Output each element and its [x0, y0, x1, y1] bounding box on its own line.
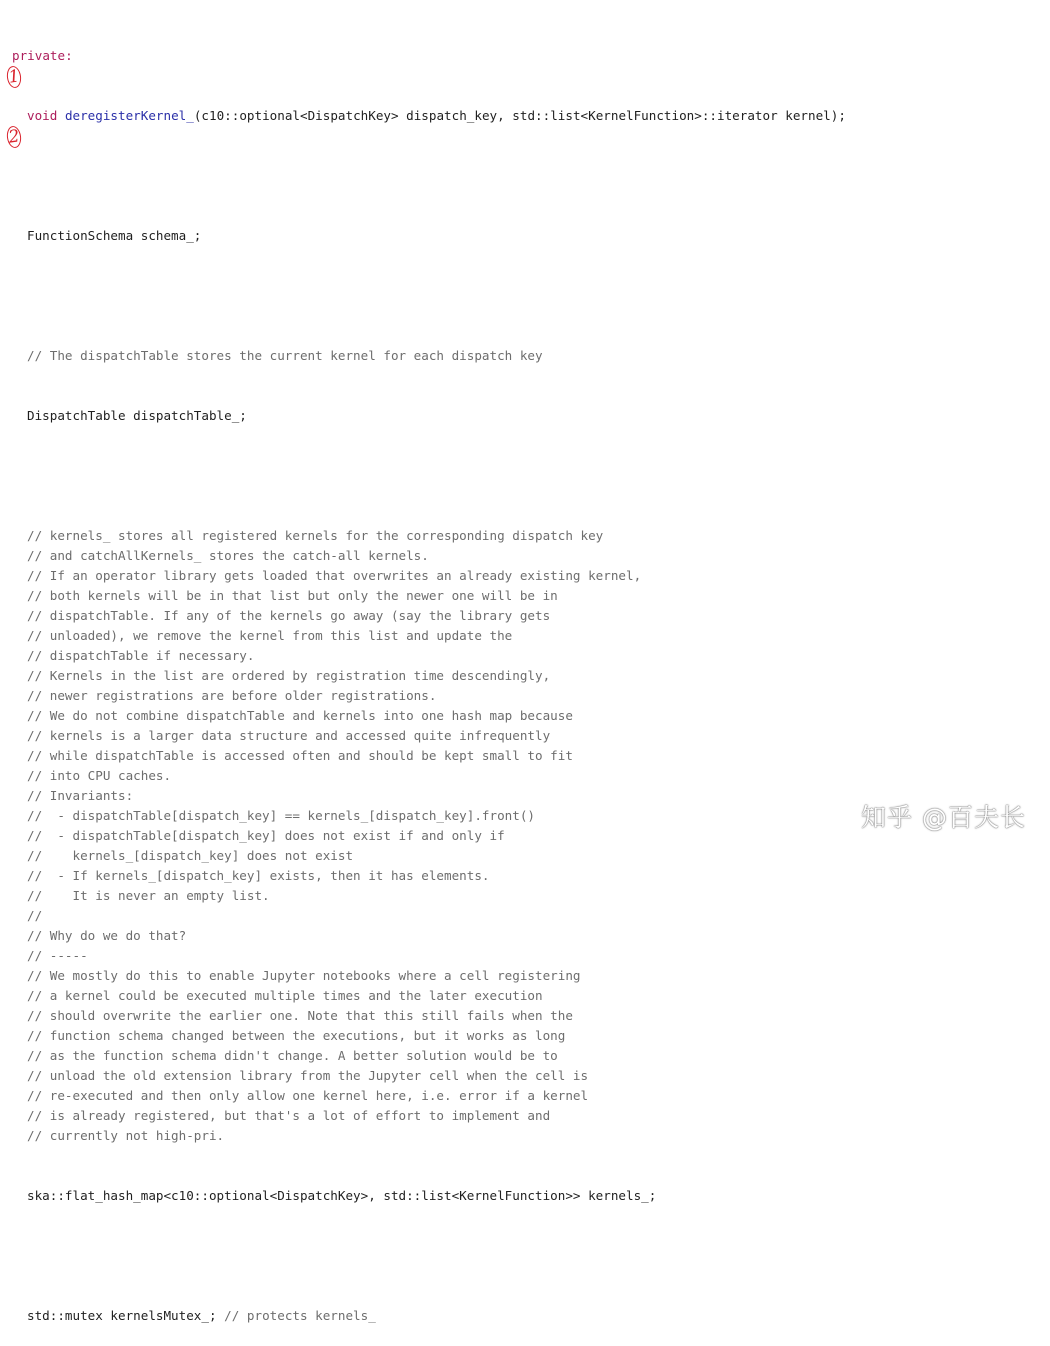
comment-line: // and catchAllKernels_ stores the catch-all kernels. [27, 548, 429, 563]
deregister-kernel-name: deregisterKernel_ [64, 108, 194, 123]
dispatch-table-member: DispatchTable dispatchTable_; [27, 408, 247, 423]
comment-line: // unloaded), we remove the kernel from this list and update the [27, 628, 513, 643]
mutex-comment: // protects kernels_ [224, 1308, 376, 1323]
comment-line: // We mostly do this to enable Jupyter notebooks where a cell registering [27, 968, 581, 983]
comment-line: // dispatchTable if necessary. [27, 648, 255, 663]
comment-line: // while dispatchTable is accessed often and should be kept small to fit [27, 748, 573, 763]
void-keyword: void [27, 108, 58, 123]
comment-line: // newer registrations are before older registrations. [27, 688, 437, 703]
comment-line: // kernels_[dispatch_key] does not exist [27, 848, 354, 863]
annotation-mark-1: 1 [7, 66, 21, 88]
comment-line: // as the function schema didn't change. A better solution would be to [27, 1048, 558, 1063]
schema-member: FunctionSchema schema_; [27, 228, 202, 243]
comment-line: // dispatchTable. If any of the kernels go away (say the library gets [27, 608, 551, 623]
comment-line: // unload the old extension library from the Jupyter cell when the cell is [27, 1068, 589, 1083]
comment-line: // - dispatchTable[dispatch_key] does not exist if and only if [27, 828, 505, 843]
comment-line: // - If kernels_[dispatch_key] exists, then it has elements. [27, 868, 490, 883]
comment-line: // [27, 908, 43, 923]
comment-line: // Kernels in the list are ordered by registration time descendingly, [27, 668, 551, 683]
comment-line: // re-executed and then only allow one kernel here, i.e. error if a kernel [27, 1088, 589, 1103]
annotation-mark-2: 2 [7, 126, 21, 148]
dispatch-table-comment: // The dispatchTable stores the current kernel for each dispatch key [27, 348, 543, 363]
mutex-member: std::mutex kernelsMutex_; // protects kernels_ [27, 1308, 376, 1323]
deregister-kernel-decl [12, 106, 846, 126]
deregister-kernel-params: (c10::optional<DispatchKey> dispatch_key, std::list<KernelFunction>::iterator kernel); [193, 108, 846, 123]
comment-line: // If an operator library gets loaded that overwrites an already existing kernel, [27, 568, 642, 583]
kernels-comment-block [12, 526, 846, 1146]
comment-line: // is already registered, but that's a lot of effort to implement and [27, 1108, 551, 1123]
comment-line: // - dispatchTable[dispatch_key] == kernels_[dispatch_key].front() [27, 808, 535, 823]
comment-line: // kernels is a larger data structure and accessed quite infrequently [27, 728, 551, 743]
comment-line: // We do not combine dispatchTable and kernels into one hash map because [27, 708, 573, 723]
comment-line: // into CPU caches. [27, 768, 172, 783]
comment-line: // kernels_ stores all registered kernels for the corresponding dispatch key [27, 528, 604, 543]
comment-line: // Why do we do that? [27, 928, 187, 943]
comment-line: // should overwrite the earlier one. Note that this still fails when the [27, 1008, 573, 1023]
comment-line: // It is never an empty list. [27, 888, 270, 903]
comment-line: // function schema changed between the executions, but it works as long [27, 1028, 566, 1043]
comment-line: // ----- [27, 948, 88, 963]
comment-line: // a kernel could be executed multiple times and the later execution [27, 988, 543, 1003]
comment-line: // Invariants: [27, 788, 134, 803]
comment-line: // both kernels will be in that list but only the newer one will be in [27, 588, 558, 603]
watermark: 知乎 @百夫长 [861, 803, 1026, 832]
kernels-member: ska::flat_hash_map<c10::optional<DispatchKey>, std::list<KernelFunction>> kernels_; [27, 1188, 657, 1203]
private-label: private: [12, 48, 73, 63]
code-block [12, 6, 846, 1346]
comment-line: // currently not high-pri. [27, 1128, 225, 1143]
